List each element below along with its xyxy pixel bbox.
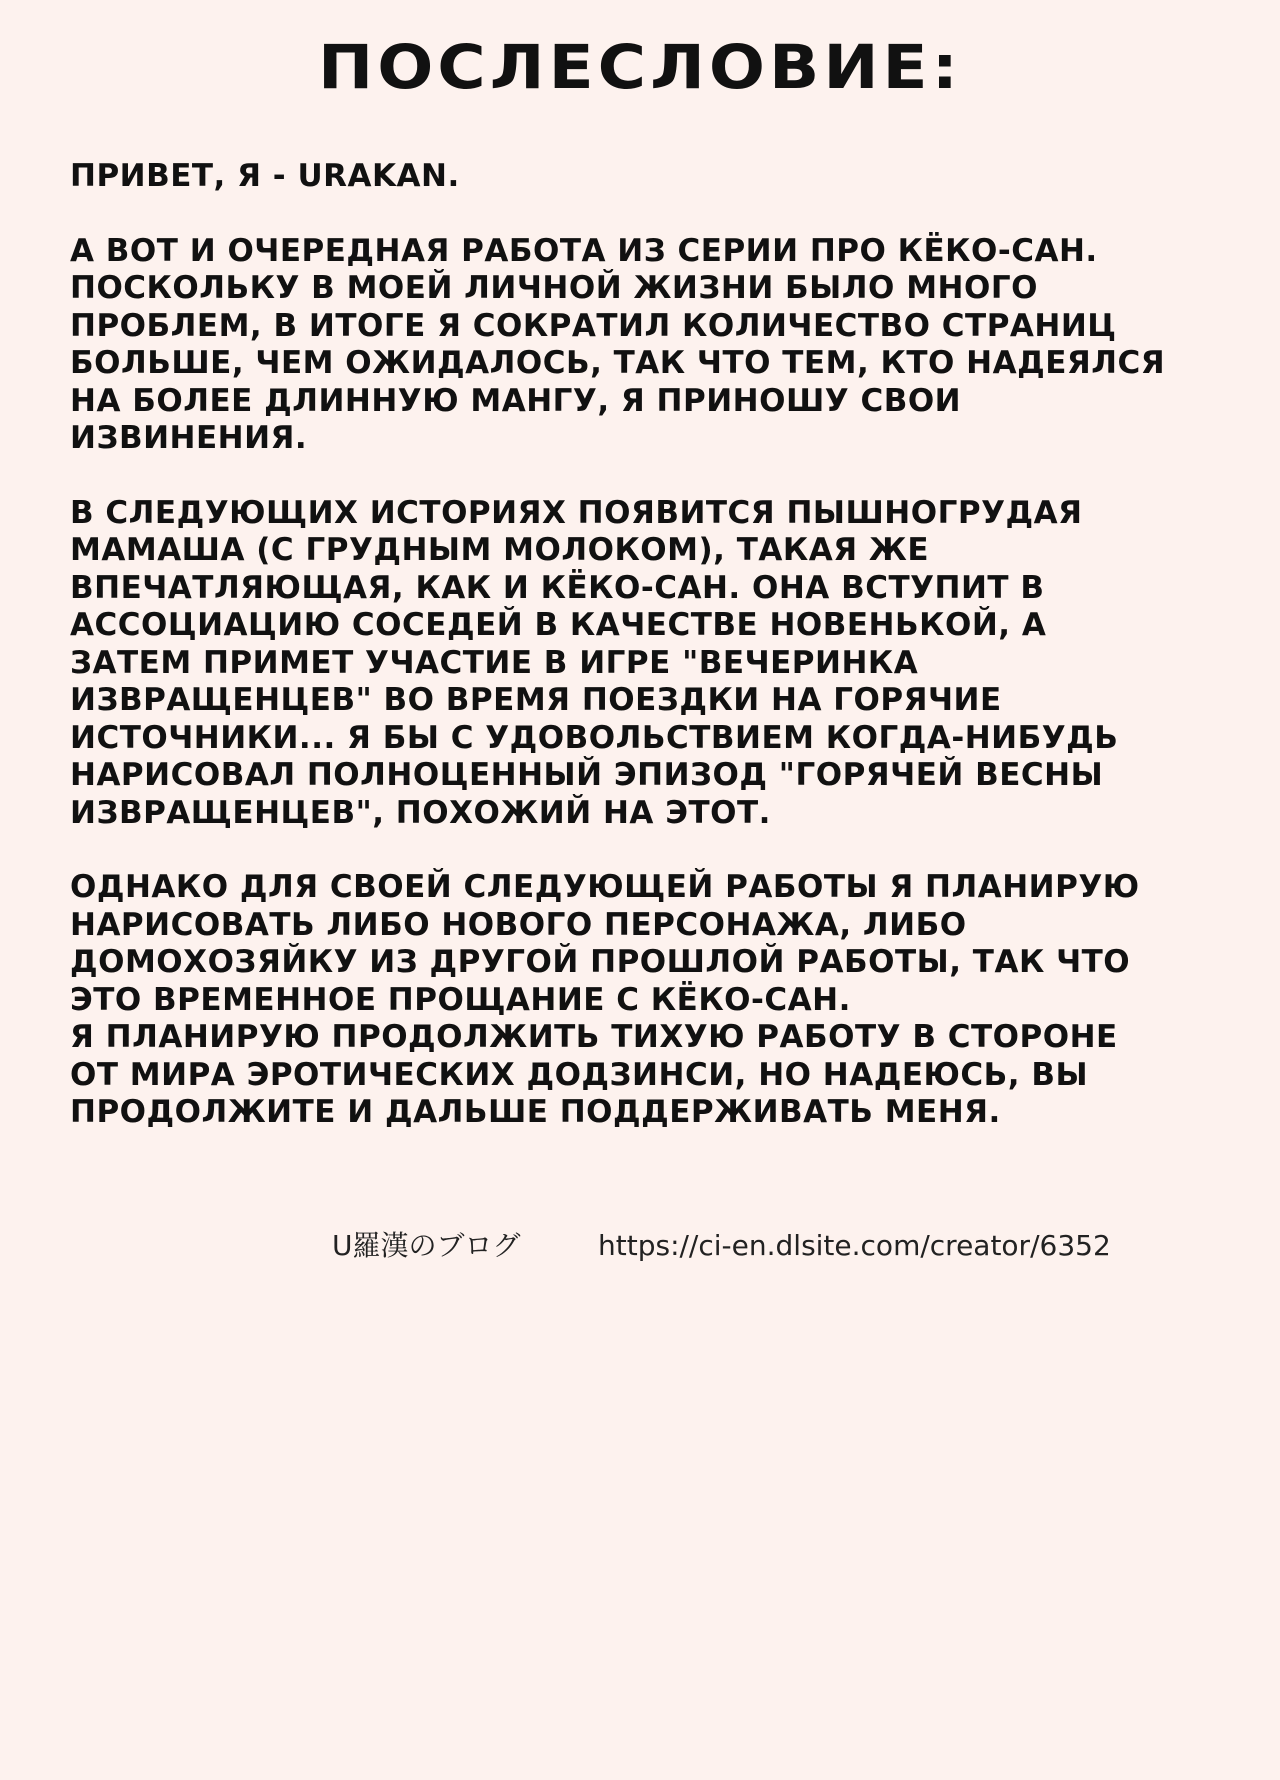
paragraph-greeting: [70, 158, 1220, 196]
text-line: В СЛЕДУЮЩИХ ИСТОРИЯХ ПОЯВИТСЯ ПЫШНОГРУДАЯ: [70, 494, 1083, 531]
blog-name: U羅漢のブログ: [332, 1229, 521, 1262]
text-line: ИЗВРАЩЕНЦЕВ" ВО ВРЕМЯ ПОЕЗДКИ НА ГОРЯЧИЕ: [70, 682, 1002, 718]
paragraph-next-stories: [70, 495, 1220, 833]
text-line: ИЗВРАЩЕНЦЕВ", ПОХОЖИЙ НА ЭТОТ.: [70, 794, 771, 831]
text-line: НАРИСОВАЛ ПОЛНОЦЕННЫЙ ЭПИЗОД "ГОРЯЧЕЙ ВЕСНЫ: [70, 757, 1104, 793]
text-line: ЭТО ВРЕМЕННОЕ ПРОЩАНИЕ С КЁКО-САН.: [70, 981, 851, 1018]
text-line: ПОСКОЛЬКУ В МОЕЙ ЛИЧНОЙ ЖИЗНИ БЫЛО МНОГО: [70, 270, 1038, 306]
text-line: А ВОТ И ОЧЕРЕДНАЯ РАБОТА ИЗ СЕРИИ ПРО КЁКО-САН.: [70, 232, 1098, 269]
text-line: ОТ МИРА ЭРОТИЧЕСКИХ ДОДЗИНСИ, НО НАДЕЮСЬ, ВЫ: [70, 1056, 1089, 1093]
text-line: Я ПЛАНИРУЮ ПРОДОЛЖИТЬ ТИХУЮ РАБОТУ В СТОРОНЕ: [70, 1019, 1118, 1055]
text-line: ПРОДОЛЖИТЕ И ДАЛЬШЕ ПОДДЕРЖИВАТЬ МЕНЯ.: [70, 1094, 1001, 1130]
paragraph-apology: [70, 233, 1220, 458]
paragraph-farewell: [70, 869, 1220, 1132]
text-line: БОЛЬШЕ, ЧЕМ ОЖИДАЛОСЬ, ТАК ЧТО ТЕМ, КТО НАДЕЯЛСЯ: [70, 345, 1166, 381]
text-line: ИЗВИНЕНИЯ.: [70, 420, 308, 456]
text-line: ОДНАКО ДЛЯ СВОЕЙ СЛЕДУЮЩЕЙ РАБОТЫ Я ПЛАНИРУЮ: [70, 869, 1140, 905]
text-line: ЗАТЕМ ПРИМЕТ УЧАСТИЕ В ИГРЕ "ВЕЧЕРИНКА: [70, 644, 919, 681]
page-title: ПОСЛЕСЛОВИЕ:: [317, 32, 963, 103]
text-line: ДОМОХОЗЯЙКУ ИЗ ДРУГОЙ ПРОШЛОЙ РАБОТЫ, ТАК ЧТО: [70, 944, 1131, 980]
text-line: ВПЕЧАТЛЯЮЩАЯ, КАК И КЁКО-САН. ОНА ВСТУПИТ В: [70, 569, 1045, 606]
blog-url: https://ci-en.dlsite.com/creator/6352: [598, 1229, 1111, 1262]
text-line: НАРИСОВАТЬ ЛИБО НОВОГО ПЕРСОНАЖА, ЛИБО: [70, 906, 967, 943]
text-line: МАМАША (С ГРУДНЫМ МОЛОКОМ), ТАКАЯ ЖЕ: [70, 532, 929, 568]
afterword-text: [70, 158, 1220, 1169]
text-line: ИСТОЧНИКИ... Я БЫ С УДОВОЛЬСТВИЕМ КОГДА-НИБУДЬ: [70, 719, 1119, 756]
text-line: АССОЦИАЦИЮ СОСЕДЕЙ В КАЧЕСТВЕ НОВЕНЬКОЙ, А: [70, 607, 1047, 643]
text-line: НА БОЛЕЕ ДЛИННУЮ МАНГУ, Я ПРИНОШУ СВОИ: [70, 382, 962, 419]
text-line: ПРОБЛЕМ, В ИТОГЕ Я СОКРАТИЛ КОЛИЧЕСТВО СТРАНИЦ: [70, 307, 1117, 344]
text-line: ПРИВЕТ, Я - URAKAN.: [70, 158, 460, 194]
